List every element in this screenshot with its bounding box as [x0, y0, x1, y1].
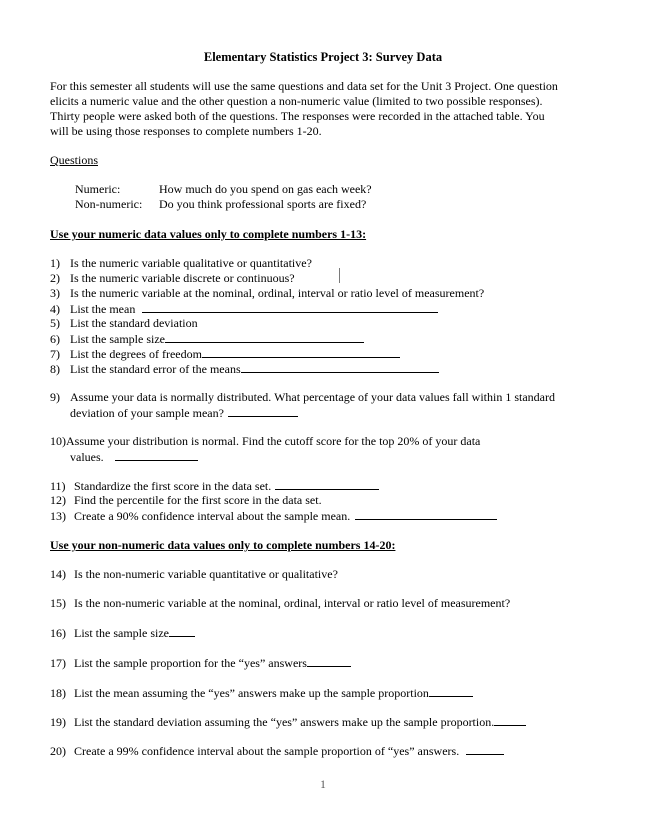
- question-numeric: [75, 182, 372, 197]
- list-item: 13) Create a 90% confidence interval about the sample mean.: [50, 508, 497, 524]
- list-item: 15) Is the non-numeric variable at the nominal, ordinal, interval or ratio level of measurement?: [50, 596, 511, 610]
- list-item: 2) Is the numeric variable discrete or continuous?: [50, 271, 295, 285]
- list-item: 18) List the mean assuming the “yes” answers make up the sample proportion: [50, 685, 473, 701]
- list-item: 20) Create a 99% confidence interval about the sample proportion of “yes” answers.: [50, 743, 504, 759]
- section2-heading: Use your non-numeric data values only to complete numbers 14-20:: [50, 538, 396, 552]
- answer-blank[interactable]: [355, 508, 497, 520]
- list-item: 9) Assume your data is normally distributed. What percentage of your data values fall within 1 standard: [50, 390, 555, 404]
- list-item: 8) List the standard error of the means: [50, 361, 439, 377]
- answer-blank[interactable]: [165, 331, 364, 343]
- intro-line: For this semester all students will use the same questions and data set for the Unit 3 Project. One question: [50, 79, 558, 93]
- list-item: 3) Is the numeric variable at the nominal, ordinal, interval or ratio level of measurement?: [50, 286, 485, 300]
- answer-blank[interactable]: [202, 346, 400, 358]
- questions-heading: Questions: [50, 153, 98, 167]
- list-item: 12) Find the percentile for the first score in the data set.: [50, 493, 322, 507]
- list-item: 14) Is the non-numeric variable quantitative or qualitative?: [50, 567, 338, 581]
- document-title: Elementary Statistics Project 3: Survey Data: [203, 50, 443, 64]
- list-item: 10)Assume your distribution is normal. Find the cutoff score for the top 20% of your data: [50, 434, 481, 448]
- question-non-numeric: [75, 197, 366, 212]
- page-number: 1: [320, 779, 326, 791]
- answer-blank[interactable]: [169, 625, 195, 637]
- answer-blank[interactable]: [241, 361, 439, 373]
- answer-blank[interactable]: [115, 449, 198, 461]
- answer-blank[interactable]: [429, 685, 473, 697]
- intro-line: elicits a numeric value and the other question a non-numeric value (limited to two possible responses).: [50, 94, 543, 108]
- intro-paragraph: [50, 79, 610, 139]
- list-item: 4) List the mean: [50, 301, 438, 317]
- intro-line: will be using those responses to complete numbers 1-20.: [50, 124, 322, 138]
- question-label: Numeric:: [75, 182, 121, 196]
- answer-blank[interactable]: [494, 714, 526, 726]
- question-text: How much do you spend on gas each week?: [159, 182, 372, 196]
- answer-blank[interactable]: [307, 655, 351, 667]
- text-cursor: [339, 268, 340, 283]
- section1-heading: Use your numeric data values only to complete numbers 1-13:: [50, 227, 367, 241]
- list-item: 1) Is the numeric variable qualitative or quantitative?: [50, 256, 312, 270]
- question-text: Do you think professional sports are fixed?: [159, 197, 367, 211]
- list-item: 19) List the standard deviation assuming the “yes” answers make up the sample proportion.: [50, 714, 526, 730]
- question-label: Non-numeric:: [75, 197, 143, 211]
- intro-line: Thirty people were asked both of the questions. The responses were recorded in the attached table. You: [50, 109, 545, 123]
- list-item: 16) List the sample size: [50, 625, 195, 641]
- list-item-continued: deviation of your sample mean?: [70, 405, 298, 421]
- list-item-continued: values.: [70, 449, 198, 465]
- answer-blank[interactable]: [228, 405, 298, 417]
- list-item: 17) List the sample proportion for the “yes” answers: [50, 655, 351, 671]
- answer-blank[interactable]: [142, 301, 438, 313]
- list-item: 6) List the sample size: [50, 331, 364, 347]
- answer-blank[interactable]: [466, 743, 504, 755]
- list-item: 5) List the standard deviation: [50, 316, 198, 330]
- list-item: 11) Standardize the first score in the data set.: [50, 478, 379, 494]
- answer-blank[interactable]: [275, 478, 379, 490]
- list-item: 7) List the degrees of freedom: [50, 346, 400, 362]
